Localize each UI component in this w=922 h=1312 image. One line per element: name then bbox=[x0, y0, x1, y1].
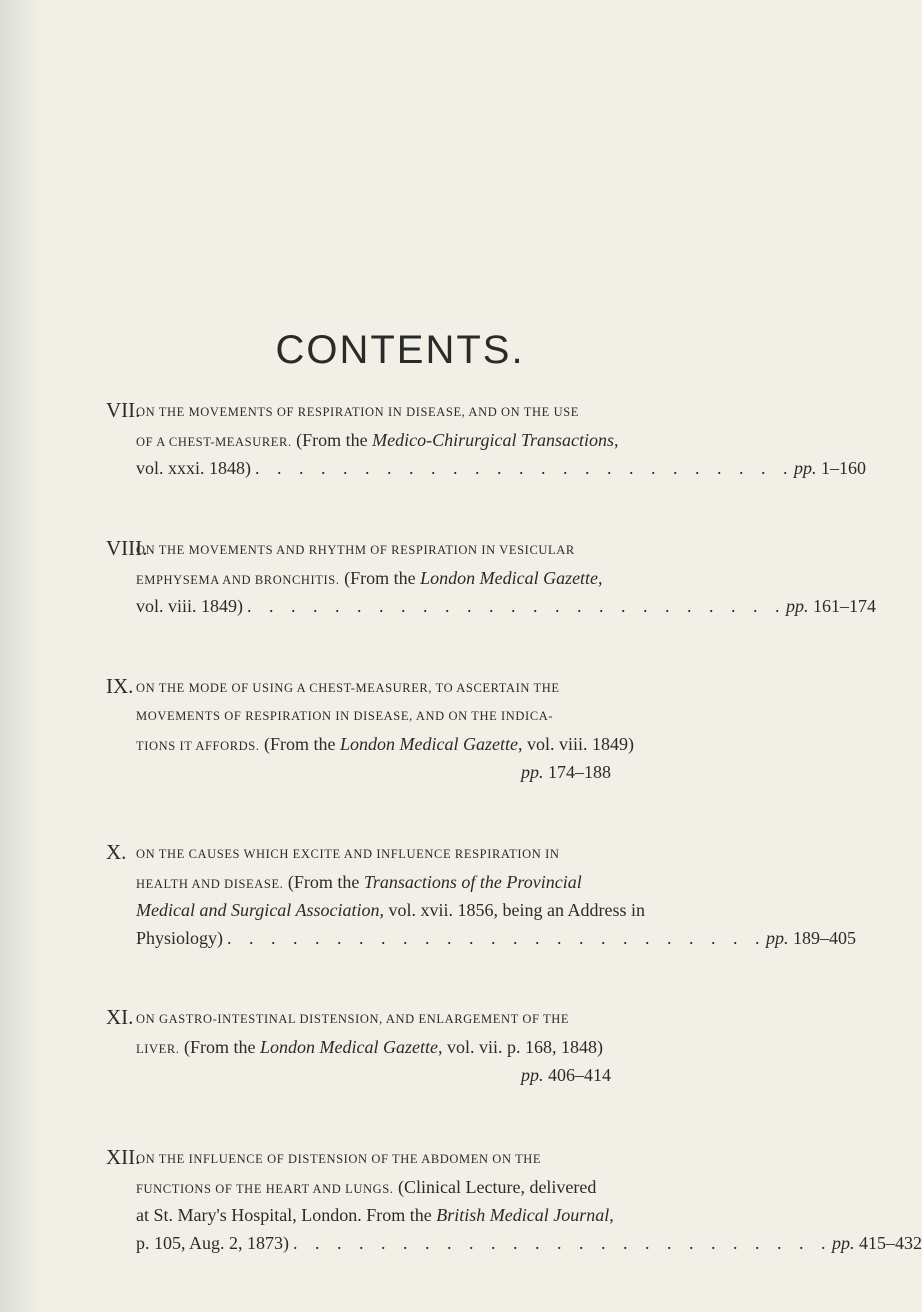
contents-entry-vii bbox=[106, 398, 866, 482]
entry-source-detail-end: Physiology) bbox=[136, 928, 224, 948]
entry-source-title: Transactions of the Provincial bbox=[363, 872, 582, 892]
entry-source-prefix: (From the bbox=[264, 734, 336, 754]
entry-number: VIII. bbox=[106, 536, 148, 560]
entry-number: X. bbox=[106, 840, 127, 864]
entry-page-line bbox=[136, 454, 866, 482]
entry-page-line bbox=[136, 924, 857, 952]
entry-heading-end: TIONS IT AFFORDS. bbox=[136, 739, 260, 753]
entry-source-title: British Medical Journal, bbox=[436, 1205, 614, 1225]
leader-dots: . . . . . . . . . . . . . . . . . . . . . . . . . bbox=[247, 596, 786, 616]
page-range: 415–432 bbox=[859, 1233, 922, 1253]
entry-heading: ON THE CAUSES WHICH EXCITE AND INFLUENCE RESPIRATION IN bbox=[136, 847, 560, 861]
pages-prefix: pp. bbox=[794, 458, 817, 478]
entry-source-prefix: (From the bbox=[344, 568, 416, 588]
entry-source-prefix: (From the bbox=[184, 1037, 256, 1057]
contents-entry-xi bbox=[106, 1005, 706, 1089]
entry-heading-cont: MOVEMENTS OF RESPIRATION IN DISEASE, AND ON THE INDICA- bbox=[136, 709, 554, 723]
entry-number: XI. bbox=[106, 1005, 134, 1029]
entry-heading: ON THE INFLUENCE OF DISTENSION OF THE ABDOMEN ON THE bbox=[136, 1152, 542, 1166]
entry-heading-end: OF A CHEST-MEASURER. bbox=[136, 435, 292, 449]
entry-source-detail-cont: at St. Mary's Hospital, London. bbox=[136, 1205, 362, 1225]
entry-heading: ON GASTRO-INTESTINAL DISTENSION, AND ENLARGEMENT OF THE bbox=[136, 1012, 570, 1026]
entry-source-detail: (Clinical Lecture, delivered bbox=[398, 1177, 597, 1197]
entry-page-line bbox=[136, 1229, 922, 1257]
leader-dots: . . . . . . . . . . . . . . . . . . . . . . . . . bbox=[227, 928, 767, 948]
entry-line bbox=[136, 564, 706, 592]
contents-entry-x bbox=[106, 840, 857, 952]
entry-heading: ON THE MODE OF USING A CHEST-MEASURER, TO ASCERTAIN THE bbox=[136, 681, 560, 695]
page-range: 174–188 bbox=[548, 762, 611, 782]
pages-prefix: pp. bbox=[521, 1065, 544, 1085]
page-title: CONTENTS. bbox=[275, 328, 525, 372]
entry-heading-end: FUNCTIONS OF THE HEART AND LUNGS. bbox=[136, 1182, 394, 1196]
entry-source-title: London Medical Gazette, bbox=[340, 734, 523, 754]
entry-source-title-cont: Medical and Surgical Association, bbox=[136, 900, 384, 920]
entry-page-line bbox=[136, 592, 876, 620]
entry-line bbox=[136, 868, 706, 896]
entry-heading-end: EMPHYSEMA AND BRONCHITIS. bbox=[136, 573, 340, 587]
entry-line bbox=[136, 730, 706, 758]
entry-page-line bbox=[136, 758, 706, 786]
pages-prefix: pp. bbox=[766, 928, 789, 948]
entry-source-title: London Medical Gazette, bbox=[260, 1037, 443, 1057]
page-edge-shadow bbox=[0, 0, 40, 1312]
entry-heading: ON THE MOVEMENTS OF RESPIRATION IN DISEASE, AND ON THE USE bbox=[136, 405, 580, 419]
entry-line bbox=[136, 426, 706, 454]
entry-page-line bbox=[136, 1061, 706, 1089]
entry-number: IX. bbox=[106, 674, 134, 698]
entry-number: VII. bbox=[106, 398, 141, 422]
entry-line bbox=[136, 1033, 706, 1061]
pages-prefix: pp. bbox=[521, 762, 544, 782]
leader-dots: . . . . . . . . . . . . . . . . . . . . . . . . . bbox=[293, 1233, 832, 1253]
entry-source-detail: vol. xvii. 1856, being an Address in bbox=[388, 900, 645, 920]
entry-line bbox=[136, 1201, 706, 1229]
contents-entry-viii bbox=[106, 536, 876, 620]
entry-heading: ON THE MOVEMENTS AND RHYTHM OF RESPIRATION IN VESICULAR bbox=[136, 543, 575, 557]
page-range: 161–174 bbox=[813, 596, 876, 616]
page-range: 1–160 bbox=[821, 458, 866, 478]
page-range: 189–405 bbox=[793, 928, 857, 948]
entry-source-detail: vol. viii. 1849) bbox=[527, 734, 635, 754]
entry-source-detail: vol. vii. p. 168, 1848) bbox=[447, 1037, 604, 1057]
entry-heading-end: HEALTH AND DISEASE. bbox=[136, 877, 284, 891]
pages-prefix: pp. bbox=[832, 1233, 855, 1253]
entry-source-title: London Medical Gazette, bbox=[420, 568, 603, 588]
entry-line bbox=[136, 896, 706, 924]
entry-source-detail-end: p. 105, Aug. 2, 1873) bbox=[136, 1233, 289, 1253]
entry-source-prefix: From the bbox=[366, 1205, 432, 1225]
contents-entry-xii bbox=[106, 1145, 922, 1257]
entry-line bbox=[136, 1173, 706, 1201]
entry-number: XII. bbox=[106, 1145, 141, 1169]
contents-entry-ix bbox=[106, 674, 706, 786]
entry-heading-end: LIVER. bbox=[136, 1042, 180, 1056]
entry-source-prefix: (From the bbox=[296, 430, 368, 450]
pages-prefix: pp. bbox=[786, 596, 809, 616]
entry-source-detail: vol. viii. 1849) bbox=[136, 596, 243, 616]
entry-source-prefix: (From the bbox=[287, 872, 360, 892]
leader-dots: . . . . . . . . . . . . . . . . . . . . . . . . . bbox=[255, 458, 794, 478]
page-range: 406–414 bbox=[548, 1065, 611, 1085]
entry-source-title: Medico-Chirurgical Transactions, bbox=[372, 430, 619, 450]
entry-source-detail: vol. xxxi. 1848) bbox=[136, 458, 251, 478]
